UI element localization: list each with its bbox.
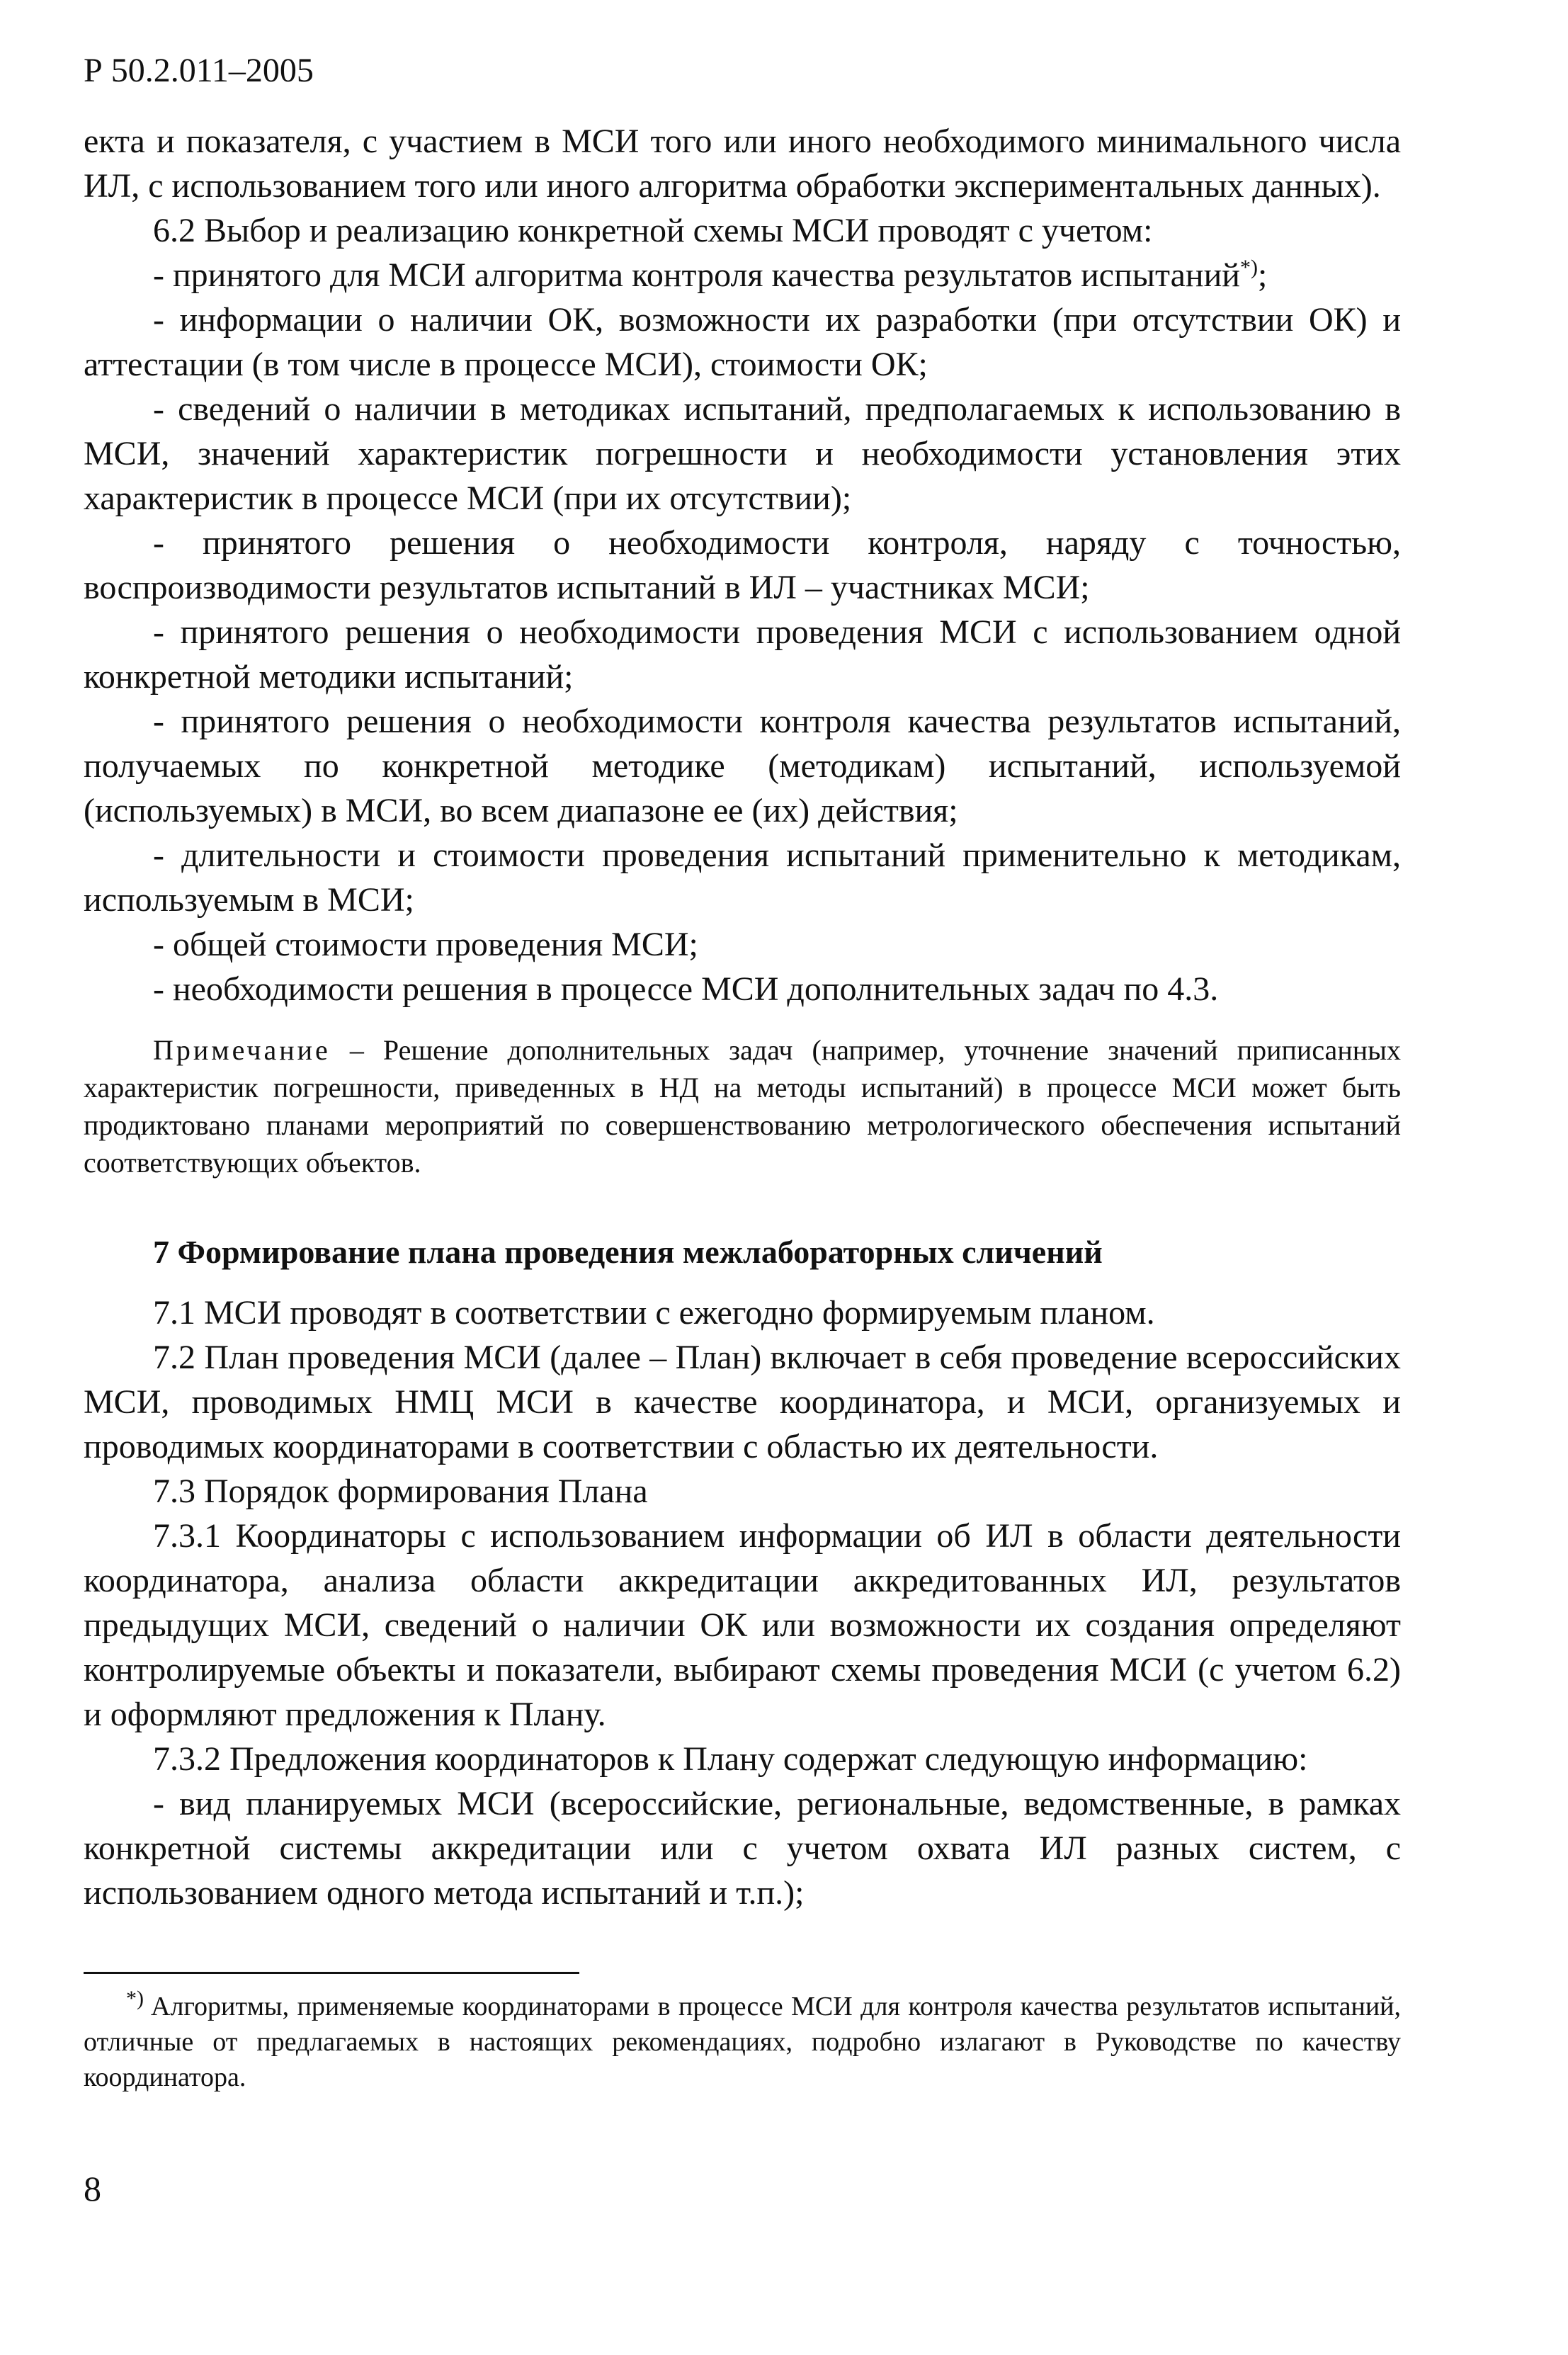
main-text [84, 119, 1401, 1915]
footnote [84, 1989, 1401, 2095]
list-item-algorithm-end: ; [1257, 256, 1268, 294]
list-item-duration-cost: - длительности и стоимости проведения испытаний применительно к методикам, используемым в МСИ; [84, 836, 1401, 919]
list-item-reproducibility: - принятого решения о необходимости контроля, наряду с точностью, воспроизводимости результатов испытаний в ИЛ – участниках МСИ; [84, 524, 1401, 606]
paragraph-7-1: 7.1 МСИ проводят в соответствии с ежегодно формируемым планом. [153, 1294, 1155, 1332]
list-item-mci-type: - вид планируемых МСИ (всероссийские, региональные, ведомственные, в рамках конкретной системы аккредитации или с учетом охвата ИЛ разных систем, с использованием одного метода испытаний и т.п.); [84, 1785, 1401, 1912]
paragraph-7-3-1: 7.3.1 Координаторы с использованием информации об ИЛ в области деятельности координатора, анализа области аккредитации аккредитованных ИЛ, результатов предыдущих МСИ, сведений о наличии ОК или возможности их создания определяют контролируемые объекты и показатели, выбирают схемы проведения МСИ (с учетом 6.2) и оформляют предложения к Плану. [84, 1517, 1401, 1733]
paragraph-continuation: екта и показателя, с участием в МСИ того или иного необходимого минимального числа ИЛ, с использованием того или иного алгоритма обработки экспериментальных данных). [84, 123, 1401, 205]
note-label: Примечание [153, 1034, 331, 1066]
list-item-single-method: - принятого решения о необходимости проведения МСИ с использованием одной конкретной методики испытаний; [84, 613, 1401, 696]
document-code: Р 50.2.011–2005 [84, 52, 314, 89]
list-item-algorithm-text: - принятого для МСИ алгоритма контроля качества результатов испытаний [153, 256, 1240, 294]
paragraph-7-3-2: 7.3.2 Предложения координаторов к Плану содержат следующую информацию: [153, 1740, 1308, 1778]
page-number: 8 [84, 2169, 101, 2208]
list-item-error-characteristics: - сведений о наличии в методиках испытаний, предполагаемых к использованию в МСИ, значений характеристик погрешности и необходимости установления этих характеристик в процессе МСИ (при их отсутствии); [84, 390, 1401, 517]
paragraph-7-2: 7.2 План проведения МСИ (далее – План) включает в себя проведение всероссийских МСИ, проводимых НМЦ МСИ в качестве координатора, и МСИ, организуемых и проводимых координаторами в соответствии с областью их деятельности. [84, 1339, 1401, 1465]
note-block [84, 1031, 1401, 1181]
footnote-mark: *) [126, 1987, 144, 2011]
footnote-reference: *) [1239, 256, 1258, 279]
footnote-text: Алгоритмы, применяемые координаторами в процессе МСИ для контроля качества результатов испытаний, отличные от предлагаемых в настоящих рекомендациях, подробно излагают в Руководстве по качеству координатора. [84, 1992, 1401, 2092]
section-7-heading: 7 Формирование плана проведения межлабораторных сличений [153, 1234, 1103, 1270]
list-item-algorithm [84, 253, 1401, 297]
list-item-total-cost: - общей стоимости проведения МСИ; [153, 926, 698, 963]
paragraph-7-3: 7.3 Порядок формирования Плана [153, 1472, 648, 1510]
paragraph-6-2: 6.2 Выбор и реализацию конкретной схемы МСИ проводят с учетом: [153, 212, 1153, 249]
list-item-additional-tasks: - необходимости решения в процессе МСИ дополнительных задач по 4.3. [153, 970, 1219, 1008]
list-item-reference-samples: - информации о наличии ОК, возможности их разработки (при отсутствии ОК) и аттестации (в том числе в процессе МСИ), стоимости ОК; [84, 301, 1401, 383]
note-text: – Решение дополнительных задач (например, уточнение значений приписанных характеристик погрешности, приведенных в НД на методы испытаний) в процессе МСИ может быть продиктовано планами мероприятий по совершенствованию метрологического обеспечения испытаний соответствующих объектов. [84, 1034, 1401, 1179]
list-item-quality-control: - принятого решения о необходимости контроля качества результатов испытаний, получаемых по конкретной методике (методикам) испытаний, используемой (используемых) в МСИ, во всем диапазоне ее (их) действия; [84, 703, 1401, 829]
footnote-divider [84, 1972, 579, 1974]
